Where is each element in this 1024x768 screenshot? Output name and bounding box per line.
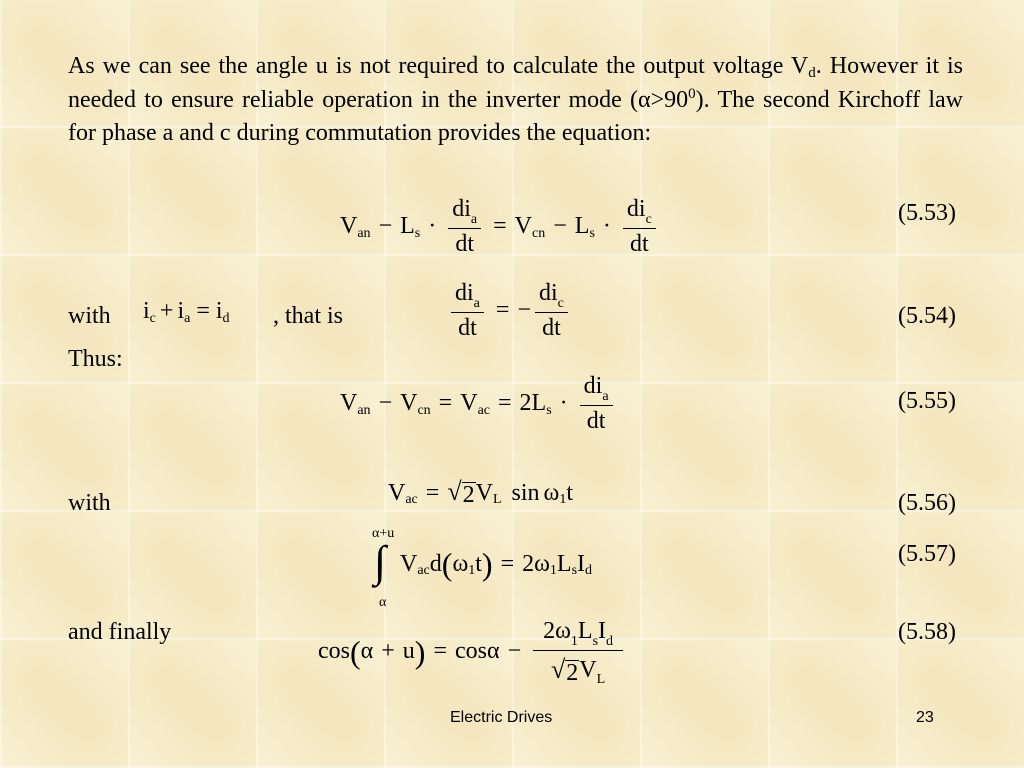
sub-ac: ac xyxy=(405,492,418,507)
sub-L: L xyxy=(492,492,502,507)
fraction-dia-dt xyxy=(451,280,484,341)
sub-c: c xyxy=(645,212,652,227)
sym-alpha: α xyxy=(360,638,374,664)
degree-superscript: 0 xyxy=(688,85,696,102)
with-label-1: with xyxy=(68,303,111,329)
sym-di: di xyxy=(452,196,471,222)
right-paren: ) xyxy=(481,546,493,582)
sym-i: i xyxy=(215,298,223,324)
equation-5-56 xyxy=(388,479,573,507)
equation-5-58 xyxy=(318,618,627,685)
sym-V: V xyxy=(460,390,478,416)
footer-title: Electric Drives xyxy=(450,709,553,726)
op-cdot: · xyxy=(602,213,611,239)
right-paren: ) xyxy=(414,633,426,670)
sym-di: di xyxy=(626,196,646,222)
equation-number-5-53: (5.53) xyxy=(898,200,956,226)
op-cdot: · xyxy=(428,213,437,239)
op-equals: = xyxy=(500,550,515,577)
op-equals: = xyxy=(196,298,210,324)
equation-number-5-54: (5.54) xyxy=(898,303,956,329)
sym-dt: dt xyxy=(458,315,477,341)
sub-s: s xyxy=(546,402,552,418)
sym-di: di xyxy=(583,373,603,399)
sub-ac: ac xyxy=(477,402,490,418)
intro-paragraph xyxy=(68,50,963,151)
sub-L: L xyxy=(596,672,606,687)
op-minus: − xyxy=(378,213,393,239)
sqrt-symbol: √ xyxy=(447,477,462,506)
sym-V: V xyxy=(340,390,358,416)
sym-two: 2 xyxy=(522,550,535,577)
sym-V: V xyxy=(340,213,358,239)
sym-two: 2 xyxy=(519,390,532,416)
sym-t: t xyxy=(566,479,573,506)
sub-s: s xyxy=(592,634,599,649)
sym-two: 2 xyxy=(462,482,475,508)
sym-t: t xyxy=(475,550,482,577)
sym-i: i xyxy=(177,298,185,324)
sym-omega: ω xyxy=(534,550,550,577)
op-minus: − xyxy=(378,390,393,416)
cos-function: cos xyxy=(454,638,487,664)
gt-90-text: >90 xyxy=(650,86,689,113)
sqrt-2 xyxy=(551,657,579,685)
sym-u: u xyxy=(402,638,415,664)
op-plus: + xyxy=(159,298,174,324)
sym-d: d xyxy=(429,550,442,577)
sub-cn: cn xyxy=(532,225,546,241)
op-equals: = xyxy=(425,479,440,506)
sqrt-symbol: √ xyxy=(550,655,566,684)
equation-5-57 xyxy=(400,548,592,580)
sym-two: 2 xyxy=(543,618,556,644)
op-equals: = xyxy=(498,390,512,416)
left-paren: ( xyxy=(441,546,453,582)
fraction-dia-dt xyxy=(448,196,481,257)
op-equals: = xyxy=(495,297,510,323)
sym-dt: dt xyxy=(630,231,649,257)
sym-V: V xyxy=(475,479,493,506)
sqrt-2 xyxy=(447,479,475,507)
sym-I: I xyxy=(598,618,607,644)
integral-sign: ∫ xyxy=(374,537,387,586)
integral-lower-limit: α xyxy=(379,595,387,610)
sym-L: L xyxy=(556,550,572,577)
sym-V: V xyxy=(514,213,533,239)
equation-number-5-56: (5.56) xyxy=(898,490,956,516)
sub-a: a xyxy=(470,212,478,227)
integral-upper-limit: α+u xyxy=(372,526,395,541)
intro-text-3: ). The second Kirchoff law for phase a and c during commutation provides the equation: xyxy=(68,86,963,146)
sub-s: s xyxy=(571,563,578,578)
op-minus: − xyxy=(507,638,522,664)
sub-d: d xyxy=(222,310,230,326)
sym-dt: dt xyxy=(586,408,606,434)
sym-V: V xyxy=(400,390,418,416)
sym-dt: dt xyxy=(455,231,475,257)
intro-text-1: As we can see the angle u is not required to calculate the output voltage V xyxy=(68,53,809,79)
sym-di: di xyxy=(538,280,558,306)
op-minus: − xyxy=(553,213,567,239)
equation-5-53 xyxy=(340,196,660,257)
intro-text-2: . However it is needed to ensure reliable operation in the inverter mode ( xyxy=(68,53,963,113)
and-finally-label: and finally xyxy=(68,619,172,645)
thus-label: Thus: xyxy=(68,346,123,372)
cos-function: cos xyxy=(318,638,350,664)
equation-number-5-58: (5.58) xyxy=(898,619,956,645)
op-cdot: · xyxy=(559,390,568,416)
sub-a: a xyxy=(184,310,191,326)
sym-i: i xyxy=(143,298,150,324)
equation-5-55 xyxy=(340,373,617,434)
sub-1: 1 xyxy=(559,492,567,507)
sub-1: 1 xyxy=(570,634,578,649)
page-number: 23 xyxy=(916,709,934,726)
left-paren: ( xyxy=(350,633,361,670)
op-equals: = xyxy=(438,390,453,416)
sym-V: V xyxy=(579,657,597,683)
fraction-dic-dt xyxy=(535,280,568,341)
op-plus: + xyxy=(381,638,395,664)
sub-a: a xyxy=(473,296,480,311)
vd-subscript: d xyxy=(808,65,816,81)
sub-cn: cn xyxy=(417,402,431,418)
equation-number-5-55: (5.55) xyxy=(898,388,956,414)
equation-5-54 xyxy=(447,280,572,341)
that-is-label: , that is xyxy=(273,303,343,329)
sym-alpha: α xyxy=(486,638,500,664)
sym-L: L xyxy=(531,390,547,416)
sym-L: L xyxy=(577,618,593,644)
op-minus: − xyxy=(517,297,531,323)
sub-ac: ac xyxy=(417,563,430,578)
sym-L: L xyxy=(400,213,415,239)
sub-an: an xyxy=(357,225,371,241)
sin-function: sin xyxy=(511,479,540,506)
sym-V: V xyxy=(400,550,418,577)
equation-number-5-57: (5.57) xyxy=(898,541,956,567)
sub-an: an xyxy=(357,402,371,418)
sub-s: s xyxy=(589,225,595,241)
alpha-symbol: α xyxy=(638,86,651,113)
sym-di: di xyxy=(455,280,474,306)
sym-L: L xyxy=(574,213,590,239)
sub-1: 1 xyxy=(468,563,476,578)
sub-d: d xyxy=(606,634,614,649)
fraction-dia-dt xyxy=(580,373,613,434)
sub-s: s xyxy=(414,225,421,241)
sym-I: I xyxy=(577,550,586,577)
fraction-final xyxy=(533,618,623,685)
sub-c: c xyxy=(149,310,156,326)
sym-omega: ω xyxy=(543,479,560,506)
fraction-dic-dt xyxy=(623,196,656,257)
sym-omega: ω xyxy=(452,550,469,577)
sub-d: d xyxy=(585,563,593,578)
op-equals: = xyxy=(493,213,507,239)
current-sum-equation xyxy=(143,298,230,325)
op-equals: = xyxy=(433,638,447,664)
sym-two: 2 xyxy=(566,660,579,686)
sym-dt: dt xyxy=(542,315,561,341)
sym-V: V xyxy=(388,479,406,506)
with-label-2: with xyxy=(68,490,111,516)
sub-a: a xyxy=(602,389,609,404)
sub-c: c xyxy=(557,296,564,311)
sym-omega: ω xyxy=(555,618,571,644)
sub-1: 1 xyxy=(549,563,557,578)
